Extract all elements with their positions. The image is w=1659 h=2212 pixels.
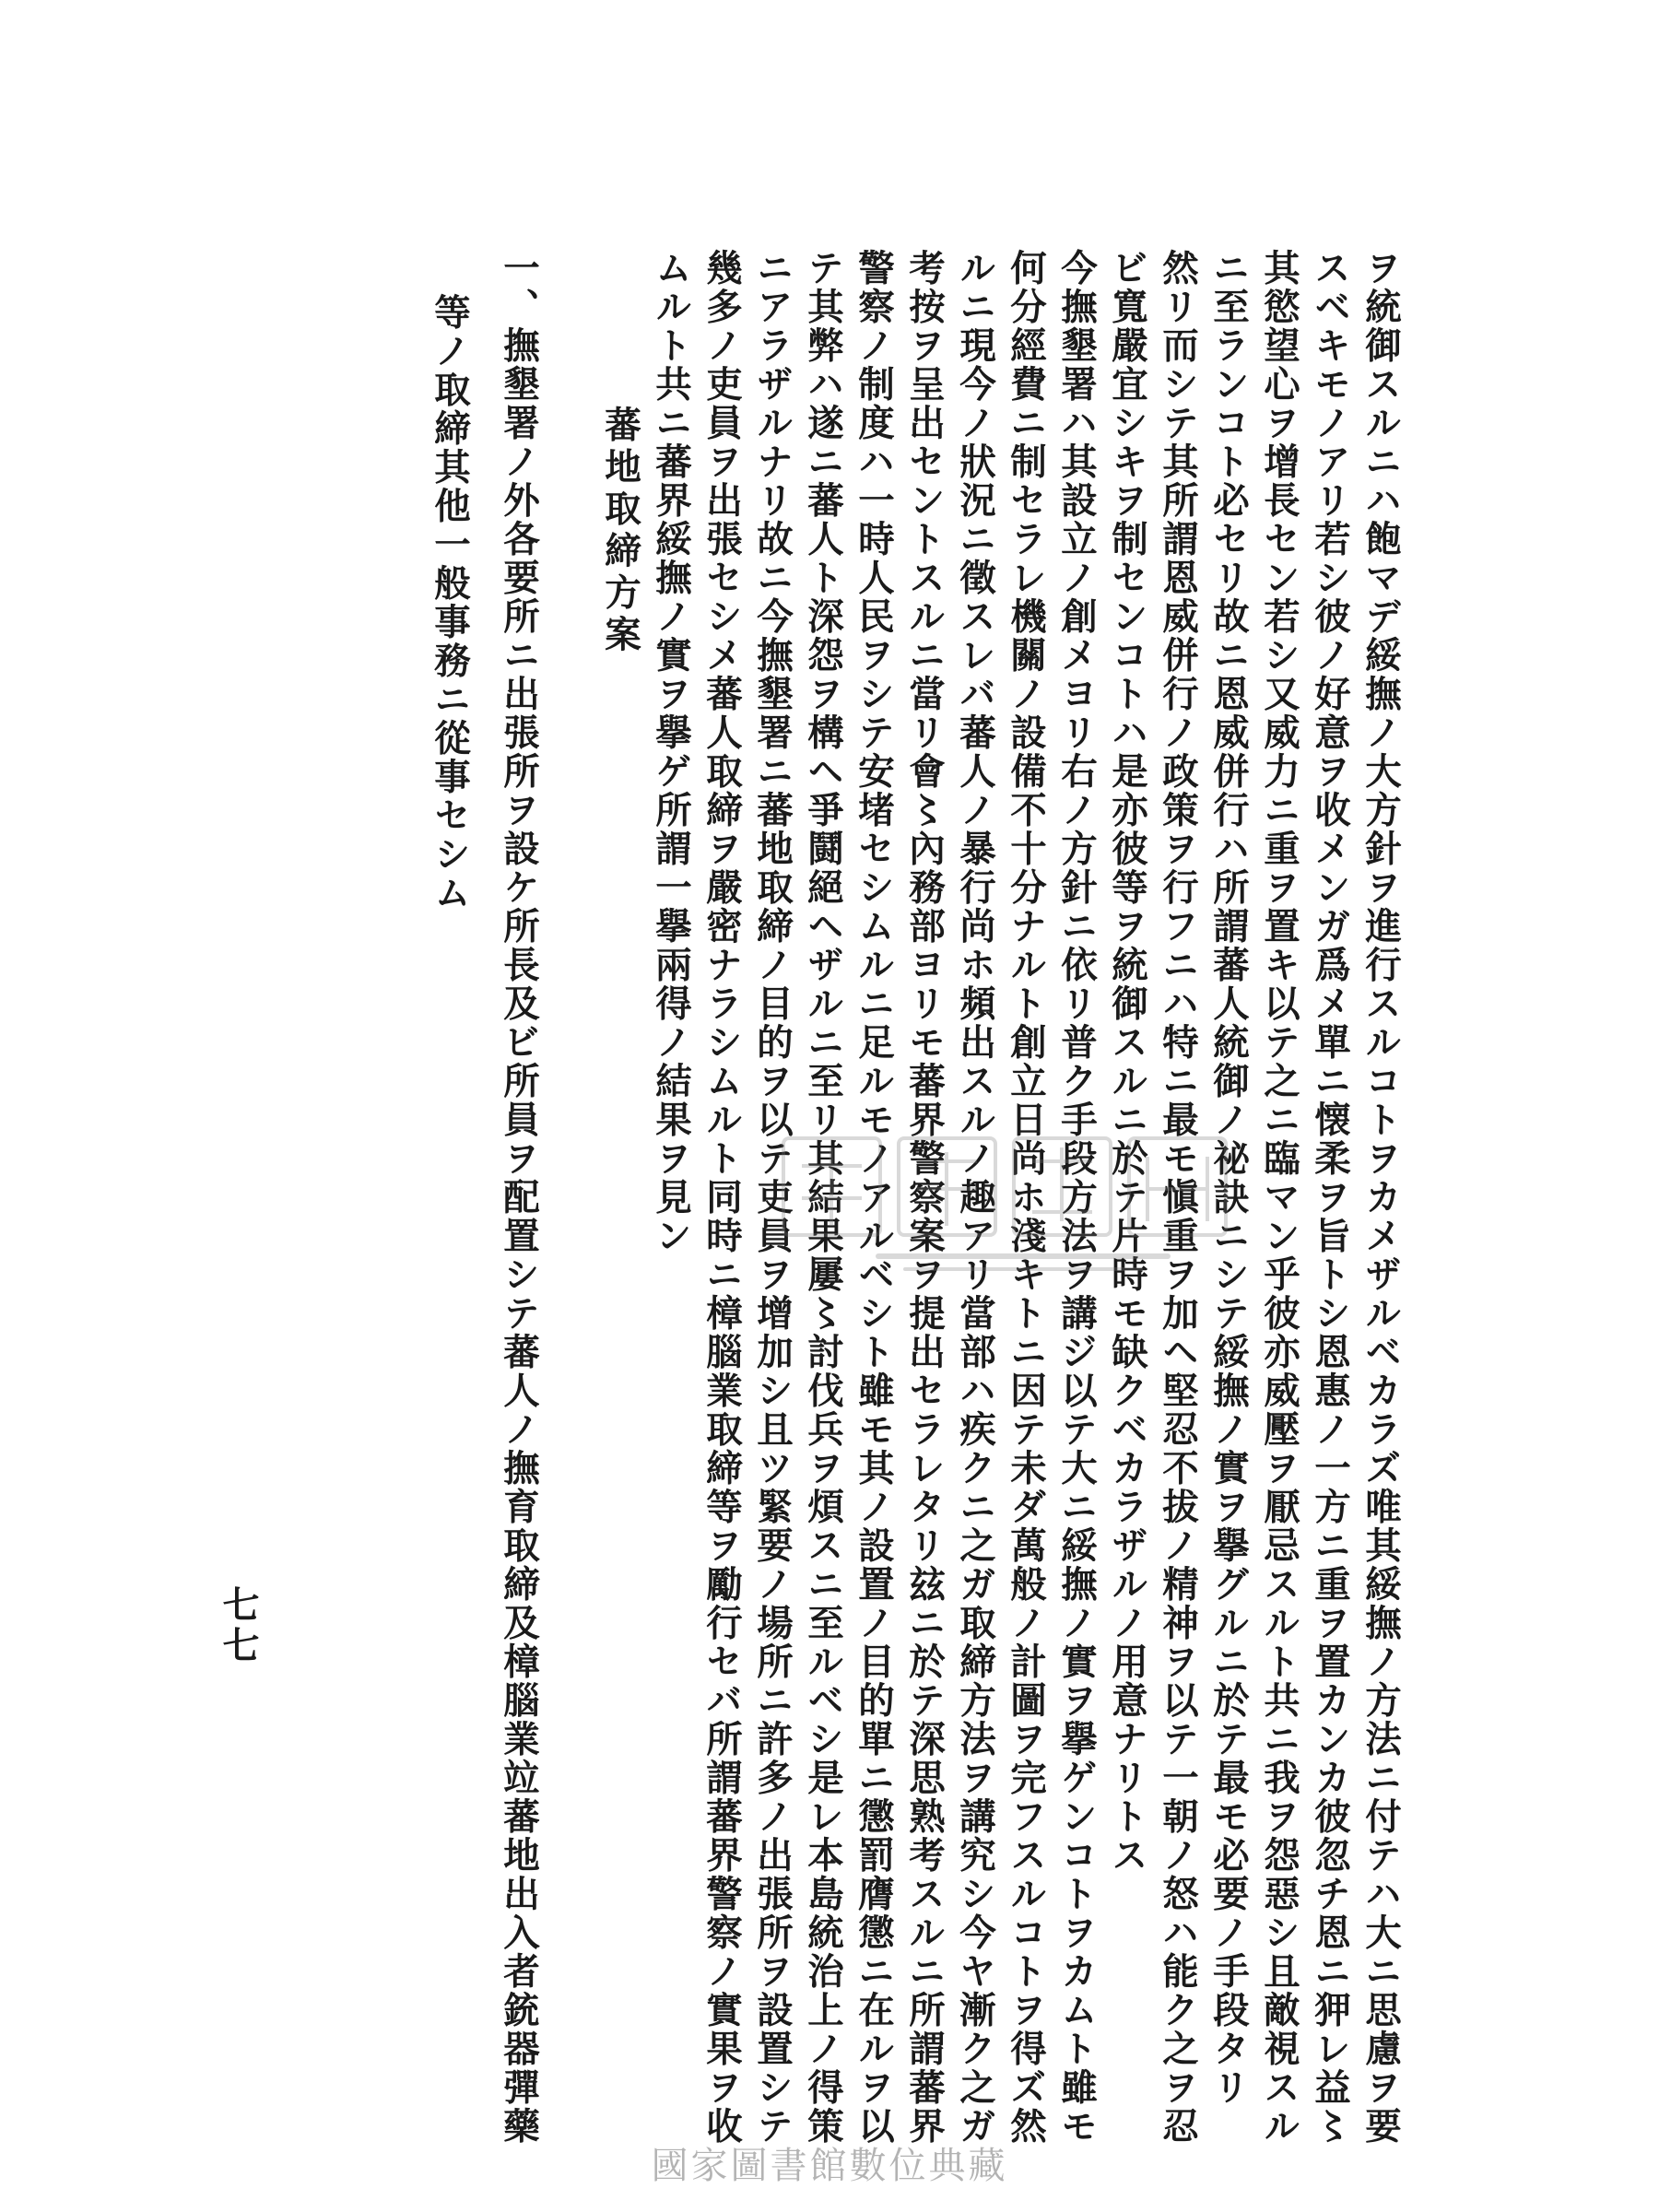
text-column: 今撫墾署ハ其設立ノ創メヨリ右ノ方針ニ依リ普ク手段方法ヲ講ジ以テ大ニ綏撫ノ實ヲ擧ゲンコトヲカムト雖モ: [1055, 249, 1098, 2146]
vertical-text-body: [424, 249, 1406, 2146]
text-column: テ其弊ハ遂ニ蕃人ト深怨ヲ構ヘ爭鬪絕ヘザルニ至リ其結果屢〻討伐兵ヲ煩スニ至ルベシ是レ本島統治上ノ得策: [802, 249, 844, 2146]
text-column: 考按ヲ呈出セントスルニ當リ會〻內務部ヨリモ蕃界警察案ヲ提出セラレタリ玆ニ於テ深思熟考スルニ所謂蕃界: [903, 249, 946, 2146]
text-column: ムルト共ニ蕃界綏撫ノ實ヲ擧ゲ所謂一擧兩得ノ結果ヲ見ン: [650, 249, 692, 1255]
text-column: ヲ統御スルニハ飽マデ綏撫ノ大方針ヲ進行スルコトヲカメザルベカラズ唯其綏撫ノ方法ニ付テハ大ニ思慮ヲ要: [1359, 249, 1402, 2146]
list-item-first-line: 一、撫墾署ノ外各要所ニ出張所ヲ設ケ所長及ビ所員ヲ配置シテ蕃人ノ撫育取締及樟腦業竝蕃地出入者銃器彈藥: [498, 249, 540, 2146]
archive-footer: 國家圖書館數位典藏: [651, 2145, 1008, 2187]
text-column: ルニ現今ノ狀況ニ徵スレバ蕃人ノ暴行尚ホ頻出スルノ趣アリ當部ハ疾クニ之ガ取締方法ヲ講究シ今ヤ漸ク之ガ: [954, 249, 996, 2146]
text-column: 然リ而シテ其所謂恩威併行ノ政策ヲ行フニハ特ニ最モ愼重ヲ加ヘ堅忍不拔ノ精神ヲ以テ一朝ノ怒ハ能ク之ヲ忍: [1157, 249, 1199, 2146]
text-column: 幾多ノ吏員ヲ出張セシメ蕃人取締ヲ嚴密ナラシムルト同時ニ樟腦業取締等ヲ勵行セバ所謂蕃界警察ノ實果ヲ收: [700, 249, 743, 2146]
text-column: 警察ノ制度ハ一時人民ヲシテ安堵セシムルニ足ルモノアルベシト雖モ其ノ設置ノ目的單ニ懲罰膺懲ニ在ルヲ以: [853, 249, 895, 2146]
text-column: 何分經費ニ制セラレ機關ノ設備不十分ナルト創立日尚ホ淺キトニ因テ未ダ萬般ノ計圖ヲ完フスルコトヲ得ズ然: [1005, 249, 1047, 2146]
page-number: 七七: [217, 1585, 260, 1666]
text-column: ビ寬嚴宜シキヲ制センコトハ是亦彼等ヲ統御スルニ於テ片時モ缺クベカラザルノ用意ナリトス: [1106, 249, 1148, 1875]
text-column: ニ至ランコト必セリ故ニ恩威併行ハ所謂蕃人統御ノ祕訣ニシテ綏撫ノ實ヲ擧グルニ於テ最モ必要ノ手段タリ: [1207, 249, 1250, 2107]
text-column: スベキモノアリ若シ彼ノ好意ヲ收メンガ爲メ單ニ懐柔ヲ旨トシ恩惠ノ一方ニ重ヲ置カンカ彼忽チ恩ニ狎レ益〻: [1309, 249, 1351, 2146]
section-heading: 蕃地取締方案: [599, 406, 641, 657]
text-column: 其慾望心ヲ增長セン若シ又威力ニ重ヲ置キ以テ之ニ臨マン乎彼亦威壓ヲ厭忌スルト共ニ我ヲ怨惡シ且敵視スル: [1258, 249, 1300, 2146]
text-column: ニアラザルナリ故ニ今撫墾署ニ蕃地取締ノ目的ヲ以テ吏員ヲ增加シ且ツ緊要ノ場所ニ許多ノ出張所ヲ設置シテ: [751, 249, 794, 2146]
list-item-continuation: 等ノ取締其他一般事務ニ從事セシム: [429, 293, 471, 912]
